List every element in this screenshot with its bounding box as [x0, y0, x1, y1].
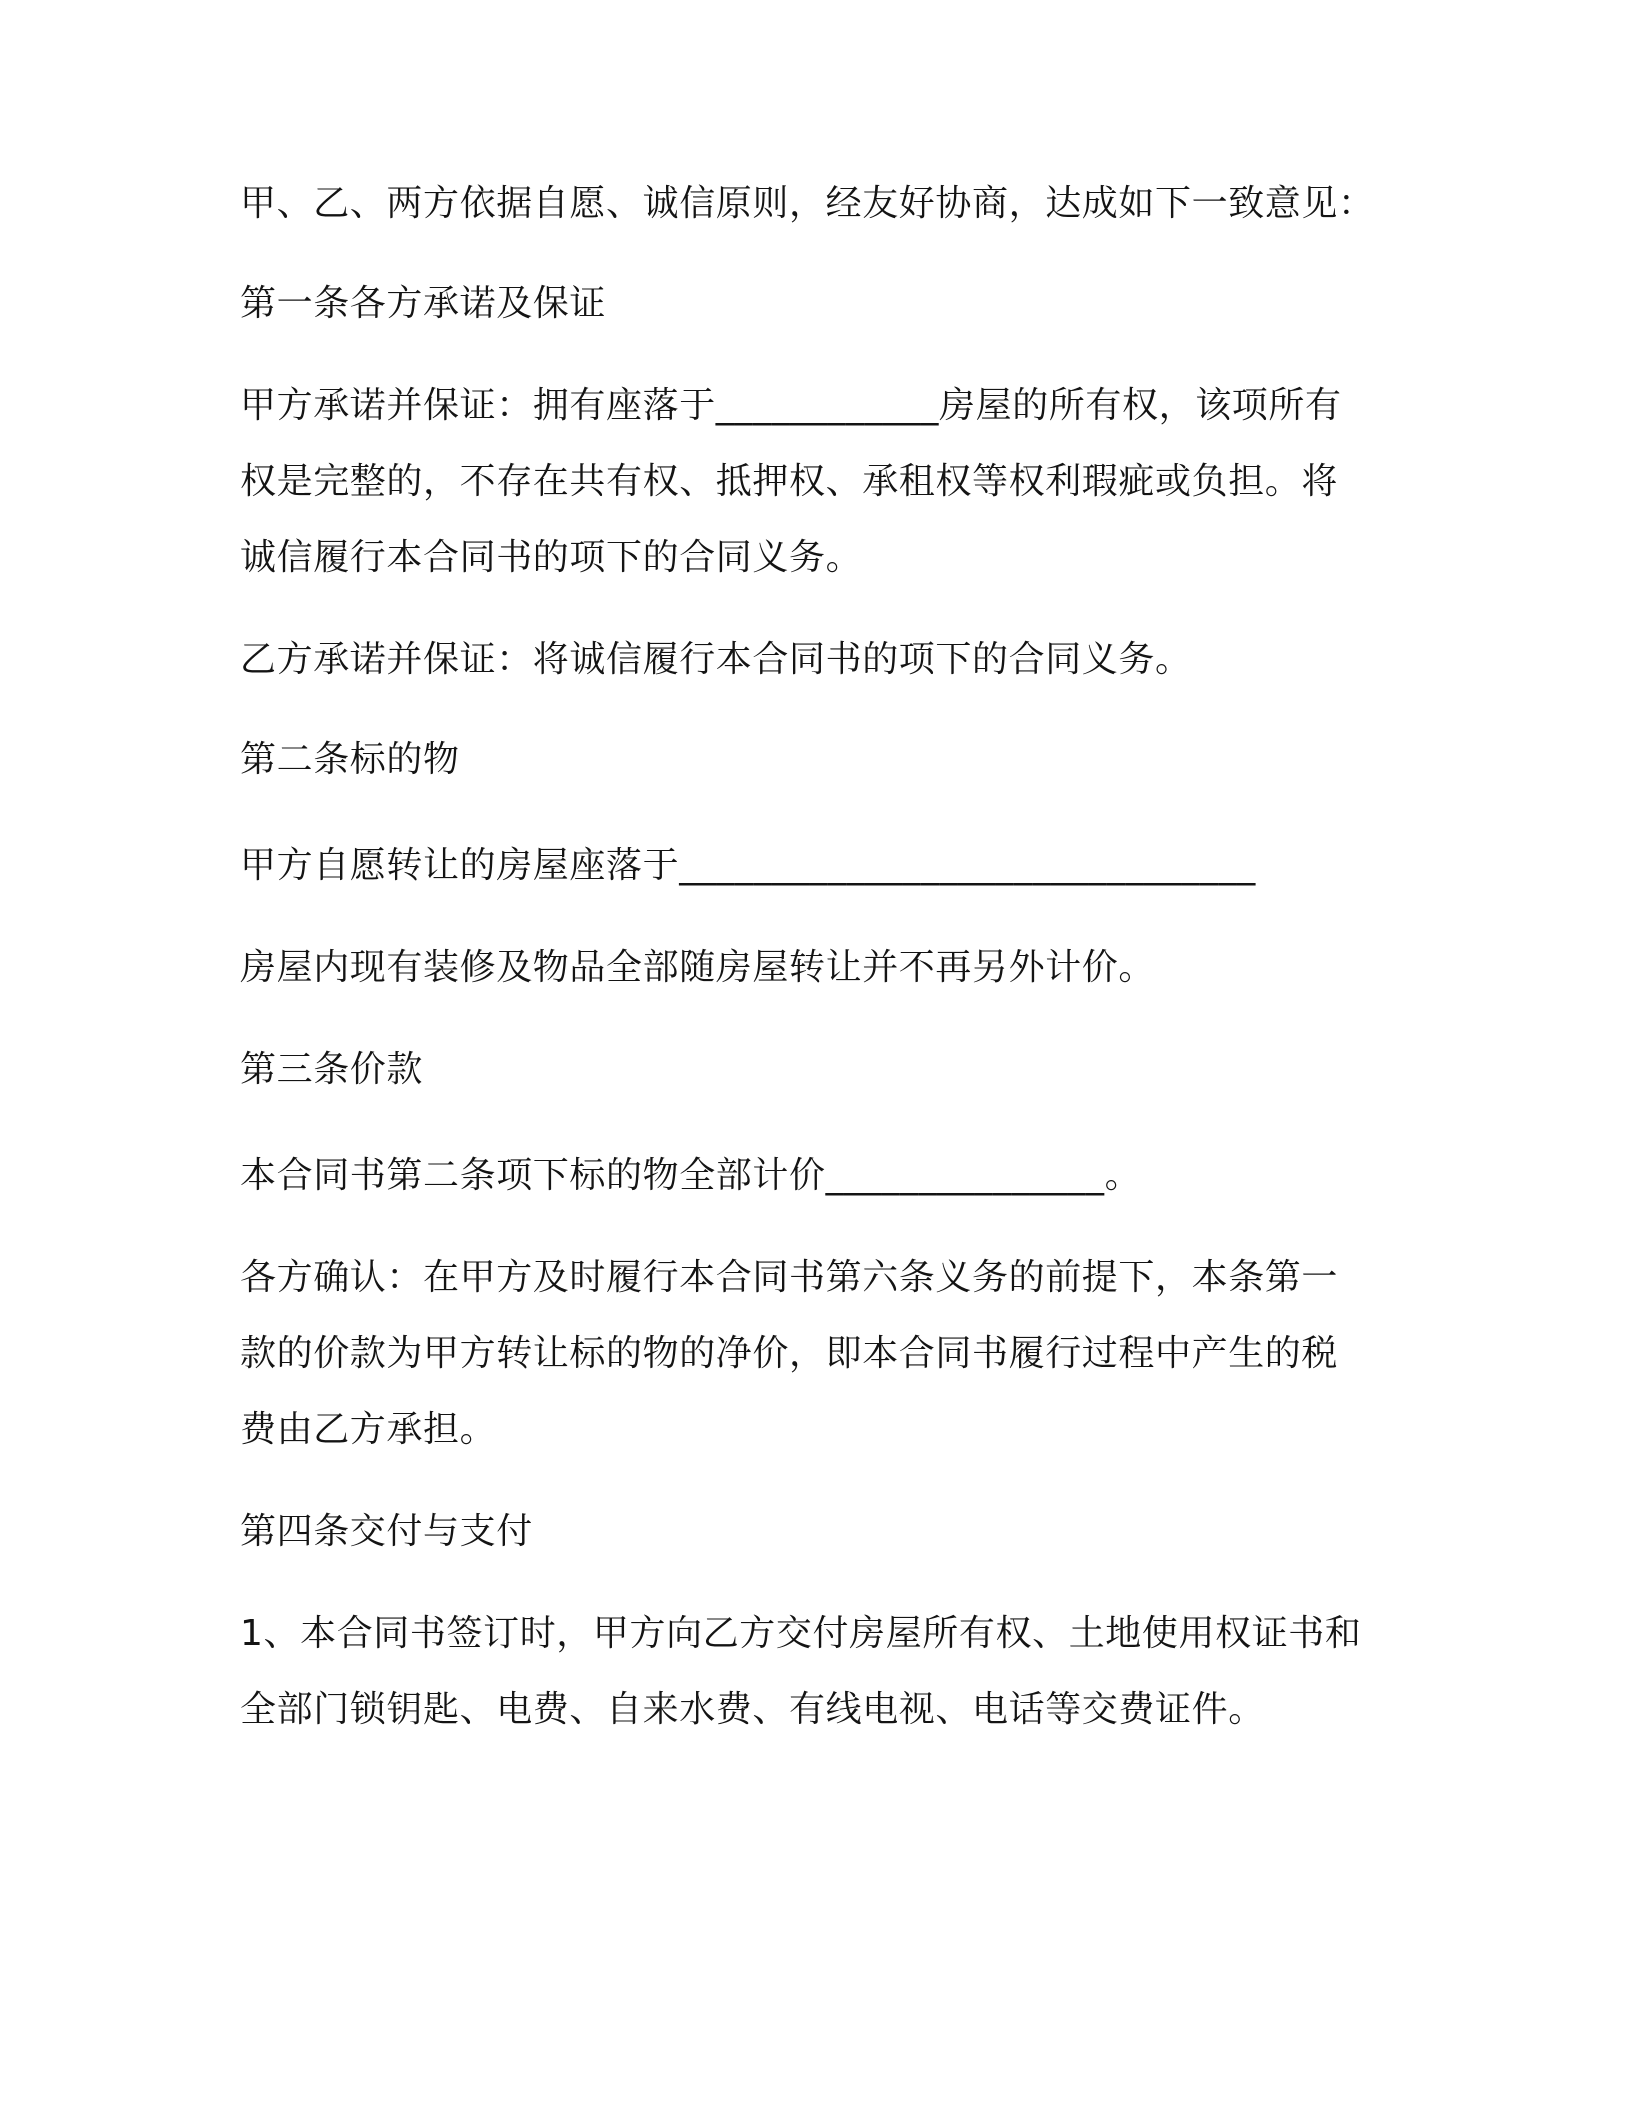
paragraph-property-location: 甲方自愿转让的房屋座落于_______________________________ — [240, 845, 1256, 886]
heading-article-2: 第二条标的物 — [240, 739, 460, 780]
heading-article-3: 第三条价款 — [240, 1049, 424, 1090]
paragraph-price: 本合同书第二条项下标的物全部计价_______________。 — [240, 1155, 1142, 1196]
heading-article-4: 第四条交付与支付 — [240, 1511, 533, 1552]
heading-article-1: 第一条各方承诺及保证 — [240, 283, 607, 324]
paragraph-party-a-line-2: 权是完整的，不存在共有权、抵押权、承租权等权利瑕疵或负担。将 — [240, 461, 1339, 502]
paragraph-confirmation-line-2: 款的价款为甲方转让标的物的净价，即本合同书履行过程中产生的税 — [240, 1333, 1339, 1374]
paragraph-fixtures: 房屋内现有装修及物品全部随房屋转让并不再另外计价。 — [240, 947, 1156, 988]
paragraph-party-b: 乙方承诺并保证：将诚信履行本合同书的项下的合同义务。 — [240, 639, 1192, 680]
paragraph-confirmation-line-1: 各方确认：在甲方及时履行本合同书第六条义务的前提下，本条第一 — [240, 1257, 1339, 1298]
paragraph-party-a-line-1: 甲方承诺并保证：拥有座落于____________房屋的所有权，该项所有 — [240, 385, 1342, 426]
paragraph-delivery-line-2: 全部门锁钥匙、电费、自来水费、有线电视、电话等交费证件。 — [240, 1689, 1265, 1730]
paragraph-confirmation-line-3: 费由乙方承担。 — [240, 1409, 497, 1450]
paragraph-party-a-line-3: 诚信履行本合同书的项下的合同义务。 — [240, 537, 863, 578]
paragraph-delivery-line-1: 1、本合同书签订时，甲方向乙方交付房屋所有权、土地使用权证书和 — [240, 1613, 1362, 1654]
paragraph-intro: 甲、乙、两方依据自愿、诚信原则，经友好协商，达成如下一致意见： — [240, 183, 1375, 224]
